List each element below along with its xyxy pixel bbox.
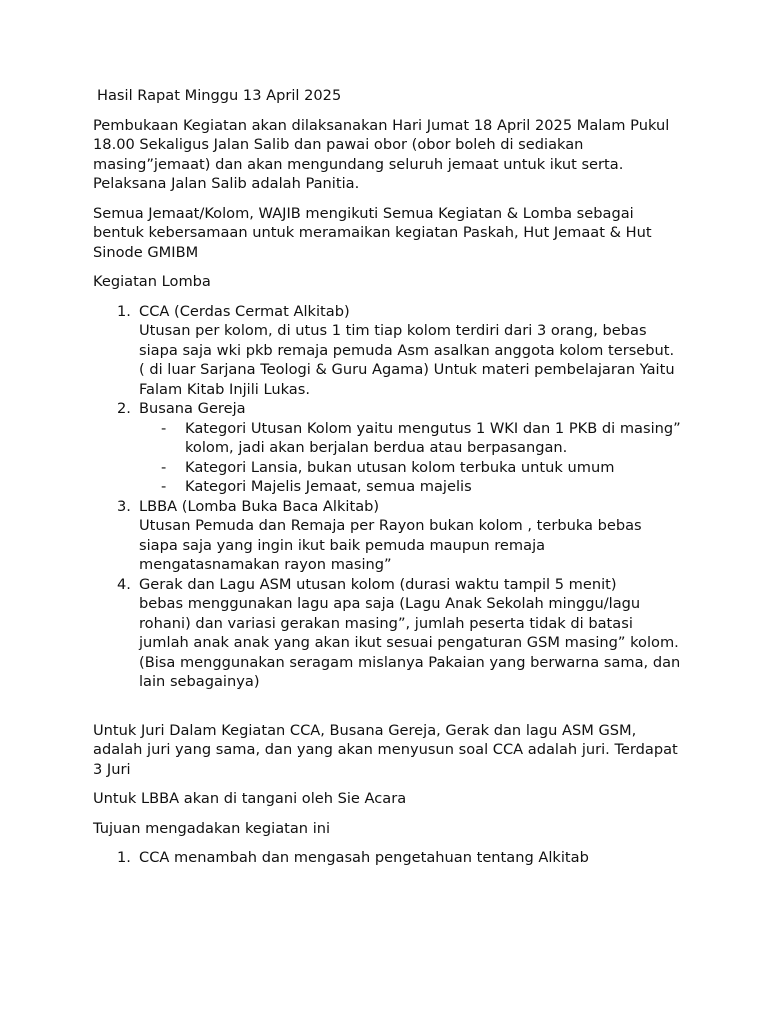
list-item <box>93 848 683 868</box>
dash-bullet: - <box>161 458 167 476</box>
list-item-text: CCA menambah dan mengasah pengetahuan tentang Alkitab <box>139 849 589 866</box>
opening-paragraph: Pembukaan Kegiatan akan dilaksanakan Hari Jumat 18 April 2025 Malam Pukul 18.00 Sekaligus Jalan Salib dan pawai obor (obor boleh di sediakan masing”jemaat) dan akan mengundang seluruh jemaat untuk ikut serta. Pelaksana Jalan Salib adalah Panitia. <box>93 116 670 192</box>
list-item-title: LBBA (Lomba Buka Baca Alkitab) <box>139 497 380 515</box>
sublist-item <box>139 477 683 497</box>
dash-bullet: - <box>161 419 167 437</box>
sublist-item-text: Kategori Majelis Jemaat, semua majelis <box>185 478 472 495</box>
sublist-item-text: Kategori Utusan Kolom yaitu mengutus 1 WKI dan 1 PKB di masing” kolom, jadi akan berjalan berdua atau berpasangan. <box>185 419 681 456</box>
judges-paragraph: Untuk Juri Dalam Kegiatan CCA, Busana Gereja, Gerak dan lagu ASM GSM, adalah juri yang sama, dan yang akan menyusun soal CCA adalah juri. Terdapat 3 Juri <box>93 721 678 778</box>
blank-line <box>93 702 683 721</box>
list-item-title: Busana Gereja <box>139 400 246 417</box>
lomba-list <box>93 302 683 692</box>
category-sublist <box>139 419 683 497</box>
list-item-cca <box>93 302 683 400</box>
list-item-body: Utusan Pemuda dan Remaja per Rayon bukan kolom , terbuka bebas siapa saja yang ingin ikut baik pemuda maupun remaja mengatasnamakan rayon masing” <box>139 517 642 573</box>
list-item-title: CCA (Cerdas Cermat Alkitab) <box>139 302 350 320</box>
list-number: 1. <box>117 302 131 320</box>
list-item-body: bebas menggunakan lagu apa saja (Lagu Anak Sekolah minggu/lagu rohani) dan variasi gerakan masing”, jumlah peserta tidak di batasi jumlah anak anak yang akan ikut sesuai pengaturan GSM masing” kolom. (Bisa menggunakan seragam mislanya Pakaian yang berwarna sama, dan lain sebagainya) <box>139 595 681 690</box>
document-title: Hasil Rapat Minggu 13 April 2025 <box>97 87 342 104</box>
sublist-item <box>139 458 683 478</box>
list-item-lbba <box>93 497 683 575</box>
list-number: 1. <box>117 849 131 866</box>
sublist-item <box>139 419 683 458</box>
lomba-heading: Kegiatan Lomba <box>93 273 211 290</box>
list-number: 4. <box>117 575 131 593</box>
list-item-gerak-dan-lagu <box>93 575 683 692</box>
list-item-title: Gerak dan Lagu ASM utusan kolom (durasi waktu tampil 5 menit) <box>139 575 617 593</box>
list-item-busana-gereja <box>93 399 683 497</box>
lbba-paragraph: Untuk LBBA akan di tangani oleh Sie Acara <box>93 790 407 807</box>
document-page <box>93 86 683 878</box>
sublist-item-text: Kategori Lansia, bukan utusan kolom terbuka untuk umum <box>185 458 615 476</box>
tujuan-heading: Tujuan mengadakan kegiatan ini <box>93 819 331 837</box>
list-number: 2. <box>117 400 131 417</box>
list-number: 3. <box>117 497 131 515</box>
obligation-paragraph: Semua Jemaat/Kolom, WAJIB mengikuti Semua Kegiatan & Lomba sebagai bentuk kebersamaan untuk meramaikan kegiatan Paskah, Hut Jemaat & Hut Sinode GMIBM <box>93 204 652 261</box>
list-item-note: ( di luar Sarjana Teologi & Guru Agama) Untuk materi pembelajaran Yaitu Falam Kitab Injili Lukas. <box>139 361 675 398</box>
dash-bullet: - <box>161 478 167 495</box>
list-item-body: Utusan per kolom, di utus 1 tim tiap kolom terdiri dari 3 orang, bebas siapa saja wki pkb remaja pemuda Asm asalkan anggota kolom tersebut. <box>139 322 675 359</box>
tujuan-list <box>93 848 683 868</box>
